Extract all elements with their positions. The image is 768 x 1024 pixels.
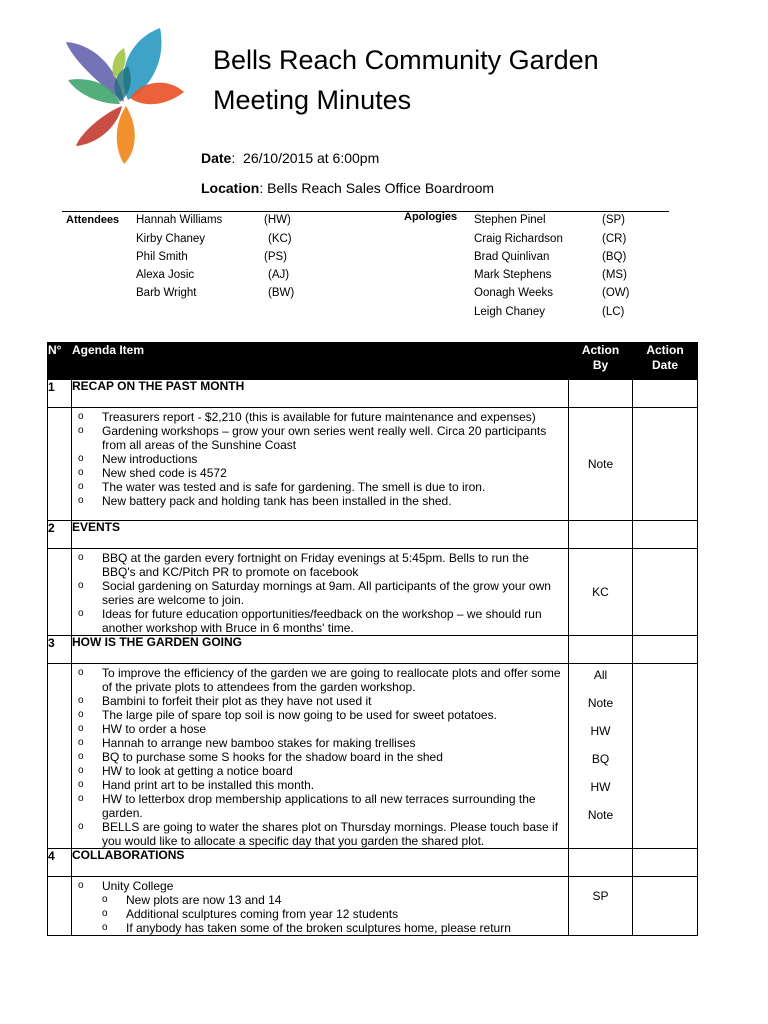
apology-initials: (OW) bbox=[602, 287, 630, 299]
action-by-value: Note bbox=[587, 808, 614, 822]
col-action-by-header: Action By bbox=[569, 343, 633, 380]
list-item: o BQ to purchase some S hooks for the shadow board in the shed bbox=[78, 750, 443, 764]
section-header-row bbox=[48, 380, 698, 408]
list-item: o Gardening workshops – grow your own series went really well. Circa 20 participants from all areas of the Sunshine Coast bbox=[78, 424, 547, 452]
action-by-cell: KC bbox=[569, 549, 633, 636]
location-label: Location bbox=[201, 180, 260, 196]
action-by-cell bbox=[569, 636, 633, 664]
list-item: o To improve the efficiency of the garden we are going to reallocate plots and offer some of the private plots to attendees from the garden workshop. bbox=[78, 666, 561, 694]
list-item: o New plots are now 13 and 14 bbox=[102, 893, 282, 907]
action-by-value: HW bbox=[590, 780, 611, 794]
action-date-cell bbox=[633, 380, 698, 408]
section-body-row bbox=[48, 664, 698, 849]
apology-initials: (MS) bbox=[602, 269, 627, 281]
action-date-cell bbox=[633, 877, 698, 936]
col-number-header: N° bbox=[48, 343, 72, 380]
divider bbox=[62, 211, 669, 212]
apology-initials: (SP) bbox=[602, 214, 625, 226]
section-title: HOW IS THE GARDEN GOING bbox=[72, 636, 569, 664]
list-item: o Treasurers report - $2,210 (this is available for future maintenance and expenses) bbox=[78, 410, 536, 424]
action-date-cell bbox=[633, 549, 698, 636]
list-item: o HW to look at getting a notice board bbox=[78, 764, 293, 778]
action-date-cell bbox=[633, 408, 698, 521]
garden-logo-icon bbox=[58, 22, 188, 167]
section-body-row bbox=[48, 408, 698, 521]
attendee-name: Kirby Chaney bbox=[136, 233, 206, 245]
section-number: 3 bbox=[48, 636, 72, 664]
section-number: 1 bbox=[48, 380, 72, 408]
action-by-cell: Note bbox=[569, 408, 633, 521]
col-action-date-header: Action Date bbox=[633, 343, 698, 380]
section-points-cell bbox=[72, 877, 569, 936]
list-item: o Additional sculptures coming from year 12 students bbox=[102, 907, 399, 921]
action-date-cell bbox=[633, 636, 698, 664]
section-header-row bbox=[48, 636, 698, 664]
apologies-label: Apologies bbox=[404, 211, 458, 223]
list-item: o The water was tested and is safe for gardening. The smell is due to iron. bbox=[78, 480, 486, 494]
section-points-cell bbox=[72, 549, 569, 636]
location-value: Bells Reach Sales Office Boardroom bbox=[267, 180, 495, 196]
attendee-initials: (BW) bbox=[268, 287, 295, 299]
sub-bullet-list bbox=[72, 893, 568, 935]
action-by-cell bbox=[569, 521, 633, 549]
apology-name: Mark Stephens bbox=[474, 269, 552, 281]
attendee-name: Alexa Josic bbox=[136, 269, 195, 281]
action-date-cell bbox=[633, 521, 698, 549]
meeting-date: Date: 26/10/2015 at 6:00pm bbox=[201, 150, 380, 166]
document-subtitle: Meeting Minutes bbox=[213, 85, 412, 115]
list-item: o Hand print art to be installed this month. bbox=[78, 778, 315, 792]
apology-initials: (CR) bbox=[602, 233, 627, 245]
list-item: o Bambini to forfeit their plot as they have not used it bbox=[78, 694, 372, 708]
attendees-label: Attendees bbox=[66, 214, 120, 226]
bullet-list bbox=[72, 408, 568, 508]
list-item: o BBQ at the garden every fortnight on Friday evenings at 5:45pm. Bells to run the BBQ's and KC/Pitch PR to promote on facebook bbox=[78, 551, 529, 579]
section-title: RECAP ON THE PAST MONTH bbox=[72, 380, 569, 408]
document-title: Bells Reach Community Garden bbox=[213, 45, 599, 75]
col-agenda-item-header: Agenda Item bbox=[72, 343, 569, 380]
list-item: o New introductions bbox=[78, 452, 198, 466]
action-date-cell bbox=[633, 849, 698, 877]
action-by-value: All bbox=[593, 668, 608, 682]
apology-name: Oonagh Weeks bbox=[474, 287, 554, 299]
apology-name: Leigh Chaney bbox=[474, 306, 545, 318]
section-body-row bbox=[48, 877, 698, 936]
section-header-row bbox=[48, 521, 698, 549]
apology-initials: (BQ) bbox=[602, 251, 627, 263]
action-by-cell: SP bbox=[569, 877, 633, 936]
list-item: o Ideas for future education opportunities/feedback on the workshop – we should run another workshop with Bruce in 6 months' time. bbox=[78, 607, 542, 635]
list-item: o Social gardening on Saturday mornings at 9am. All participants of the grow your own series are welcome to join. bbox=[78, 579, 551, 607]
list-item: o The large pile of spare top soil is now going to be used for sweet potatoes. bbox=[78, 708, 497, 722]
apology-initials: (LC) bbox=[602, 306, 625, 318]
list-item: o BELLS are going to water the shares plot on Thursday mornings. Please touch base if you would like to allocate a specific day that you garden the shared plot. bbox=[78, 820, 559, 848]
section-points-cell bbox=[72, 408, 569, 521]
action-by-cell bbox=[569, 849, 633, 877]
action-by-value: BQ bbox=[591, 752, 610, 766]
list-item: o HW to letterbox drop membership applications to all new terraces surrounding the garden. bbox=[78, 792, 536, 820]
meeting-location: Location: Bells Reach Sales Office Boardroom bbox=[201, 180, 495, 196]
list-item: o If anybody has taken some of the broken sculptures home, please return bbox=[102, 921, 511, 935]
apology-name: Craig Richardson bbox=[474, 233, 563, 245]
action-by-value: Note bbox=[587, 696, 614, 710]
list-item: o Unity College bbox=[78, 879, 174, 893]
list-item: o Hannah to arrange new bamboo stakes for making trellises bbox=[78, 736, 416, 750]
action-by-cell bbox=[569, 380, 633, 408]
bullet-list bbox=[72, 664, 568, 848]
apology-name: Stephen Pinel bbox=[474, 214, 546, 226]
apology-name: Brad Quinlivan bbox=[474, 251, 550, 263]
attendee-initials: (AJ) bbox=[268, 269, 290, 281]
date-label: Date bbox=[201, 150, 232, 166]
bullet-list bbox=[72, 877, 568, 893]
date-value: 26/10/2015 at 6:00pm bbox=[243, 150, 380, 166]
section-body-row bbox=[48, 549, 698, 636]
attendee-name: Hannah Williams bbox=[136, 214, 223, 226]
action-by-cell bbox=[569, 664, 633, 849]
section-points-cell bbox=[72, 664, 569, 849]
attendee-initials: (PS) bbox=[264, 251, 287, 263]
bullet-list bbox=[72, 549, 568, 635]
list-item: o HW to order a hose bbox=[78, 722, 207, 736]
action-by-value: HW bbox=[590, 724, 611, 738]
action-date-cell bbox=[633, 664, 698, 849]
section-number: 2 bbox=[48, 521, 72, 549]
section-header-row bbox=[48, 849, 698, 877]
section-title: EVENTS bbox=[72, 521, 569, 549]
list-item: o New battery pack and holding tank has been installed in the shed. bbox=[78, 494, 452, 508]
section-number: 4 bbox=[48, 849, 72, 877]
attendee-initials: (KC) bbox=[268, 233, 292, 245]
agenda-table bbox=[47, 342, 698, 936]
attendee-initials: (HW) bbox=[264, 214, 291, 226]
list-item: o New shed code is 4572 bbox=[78, 466, 227, 480]
agenda-header-row bbox=[48, 343, 698, 380]
attendee-name: Phil Smith bbox=[136, 251, 188, 263]
section-title: COLLABORATIONS bbox=[72, 849, 569, 877]
attendee-name: Barb Wright bbox=[136, 287, 197, 299]
